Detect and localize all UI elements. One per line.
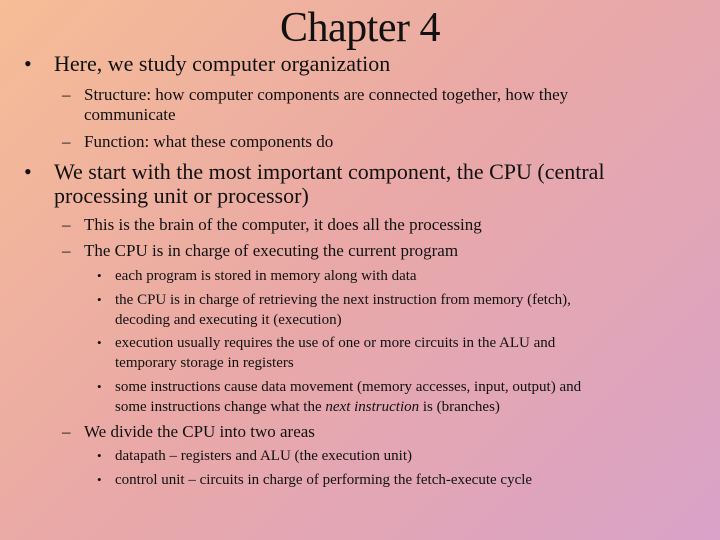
bullet-marker: •	[97, 448, 102, 463]
sub-sub-bullet-text: the CPU is in charge of retrieving the next instruction from memory (fetch),	[115, 292, 571, 308]
dash-marker: –	[62, 215, 71, 234]
bullet-marker: •	[97, 335, 102, 350]
bullet-text: Here, we study computer organization	[54, 51, 391, 76]
sub-bullet-item	[62, 215, 482, 235]
sub-bullet-item	[62, 422, 315, 442]
text-fragment: some instructions change what the	[115, 399, 326, 415]
sub-sub-bullet-text: control unit – circuits in charge of performing the fetch-execute cycle	[115, 472, 533, 488]
bullet-marker: •	[97, 268, 102, 283]
sub-sub-bullet-item	[97, 470, 532, 490]
sub-sub-bullet-text: execution usually requires the use of one or more circuits in the ALU and	[115, 335, 556, 351]
sub-sub-bullet-text-cont: decoding and executing it (execution)	[115, 312, 342, 328]
text-fragment: is (branches)	[419, 399, 500, 415]
sub-sub-bullet-text-cont: temporary storage in registers	[115, 355, 294, 371]
dash-marker: –	[62, 132, 71, 151]
bullet-marker: •	[24, 51, 32, 76]
bullet-marker: •	[24, 159, 32, 184]
sub-bullet-text-cont: communicate	[84, 105, 176, 124]
sub-sub-bullet-item	[97, 290, 571, 330]
sub-bullet-text: Function: what these components do	[84, 132, 334, 151]
sub-sub-bullet-item	[97, 266, 417, 286]
sub-bullet-text: We divide the CPU into two areas	[84, 422, 315, 441]
bullet-marker: •	[97, 379, 102, 394]
bullet-text: We start with the most important component, the CPU (central	[54, 159, 605, 184]
sub-bullet-item	[62, 85, 568, 125]
emphasis-text: next instruction	[325, 399, 420, 415]
sub-sub-bullet-text: some instructions cause data movement (memory accesses, input, output) and	[115, 379, 582, 395]
sub-sub-bullet-item	[97, 333, 555, 373]
bullet-marker: •	[97, 472, 102, 487]
sub-sub-bullet-item	[97, 446, 412, 466]
sub-bullet-text: The CPU is in charge of executing the current program	[84, 241, 459, 260]
bullet-text-cont: processing unit or processor)	[54, 183, 309, 208]
sub-sub-bullet-text: datapath – registers and ALU (the execution unit)	[115, 448, 412, 464]
sub-bullet-text: Structure: how computer components are connected together, how they	[84, 85, 569, 104]
bullet-item	[24, 160, 605, 208]
dash-marker: –	[62, 85, 71, 104]
sub-bullet-text: This is the brain of the computer, it does all the processing	[84, 215, 482, 234]
bullet-marker: •	[97, 292, 102, 307]
bullet-item	[24, 52, 390, 76]
dash-marker: –	[62, 422, 71, 441]
sub-bullet-item	[62, 241, 458, 261]
sub-sub-bullet-text-cont	[115, 397, 581, 417]
sub-sub-bullet-text: each program is stored in memory along with data	[115, 268, 417, 284]
sub-bullet-item	[62, 132, 333, 152]
dash-marker: –	[62, 241, 71, 260]
sub-sub-bullet-item	[97, 377, 581, 417]
slide-title: Chapter 4	[280, 5, 440, 51]
